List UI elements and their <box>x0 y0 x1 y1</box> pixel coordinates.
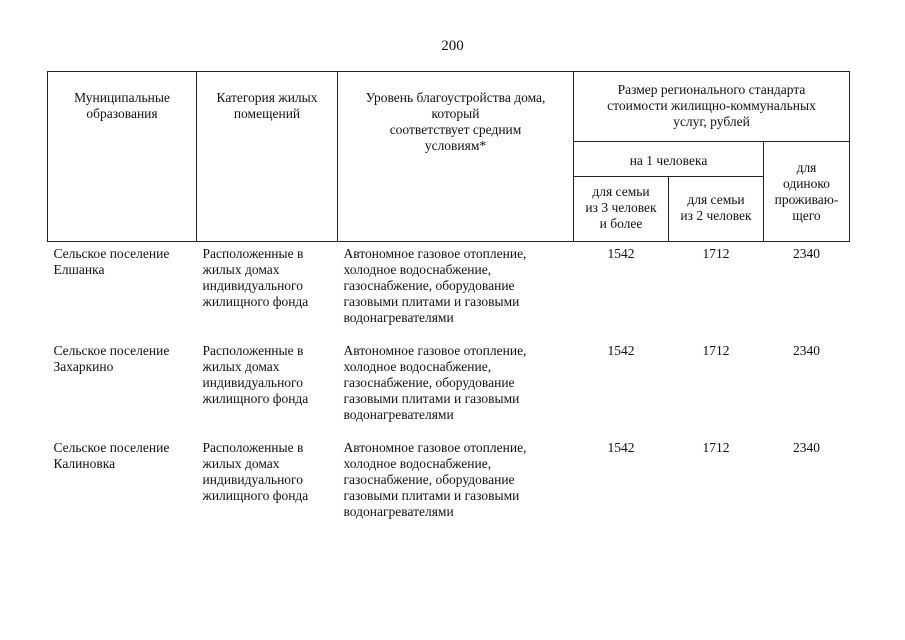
header-single-line: щего <box>792 207 821 223</box>
cell-line: холодное водоснабжение, <box>343 455 492 471</box>
header-municipality-line: Муниципальные <box>74 90 170 105</box>
header-standard-line: услуг, рублей <box>673 114 750 129</box>
cell-line: газовыми плитами и газовыми <box>343 390 520 406</box>
cell-family-2: 1712 <box>702 439 730 455</box>
page-number: 200 <box>441 38 464 54</box>
header-single-line: проживаю- <box>774 191 839 207</box>
header-family-2 <box>669 177 764 242</box>
housing-standard-table <box>47 71 850 533</box>
header-family-3 <box>574 177 669 242</box>
header-level-line: соответствует средним <box>389 122 522 137</box>
cell-line: Калиновка <box>53 455 116 471</box>
cell-family-3: 1542 <box>607 246 635 261</box>
header-level-line: который <box>431 106 480 121</box>
cell-line: индивидуального <box>202 278 304 293</box>
cell-municipality <box>48 242 197 339</box>
cell-level <box>338 436 574 533</box>
header-family2-line: из 2 человек <box>680 208 752 223</box>
cell-line: индивидуального <box>202 471 304 487</box>
header-single-line: одиноко <box>782 175 831 191</box>
cell-line: Сельское поселение <box>53 246 170 261</box>
header-level-line: условиям* <box>424 138 487 153</box>
cell-line: жилых домах <box>202 358 280 374</box>
cell-line: жилищного фонда <box>202 487 309 503</box>
cell-line: холодное водоснабжение, <box>343 358 492 374</box>
header-category-line: помещений <box>233 106 301 121</box>
header-category <box>197 72 338 242</box>
header-municipality <box>48 72 197 242</box>
cell-line: жилых домах <box>202 262 280 277</box>
cell-line: Расположенные в <box>202 246 304 261</box>
cell-line: водонагревателями <box>343 310 454 325</box>
header-standard-line: стоимости жилищно-коммунальных <box>607 98 816 113</box>
header-standard-line: Размер регионального стандарта <box>617 82 806 97</box>
cell-line: Автономное газовое отопление, <box>343 246 527 261</box>
cell-family-2: 1712 <box>702 246 730 261</box>
cell-line: жилищного фонда <box>202 390 309 406</box>
cell-line: Автономное газовое отопление, <box>343 439 527 455</box>
cell-family-2: 1712 <box>702 342 730 358</box>
header-level-line: Уровень благоустройства дома, <box>365 90 546 105</box>
cell-line: водонагревателями <box>343 406 454 422</box>
cell-family-3: 1542 <box>607 342 635 358</box>
cell-municipality <box>48 339 197 436</box>
cell-line: жилищного фонда <box>202 294 309 309</box>
header-family3-line: для семьи <box>592 184 650 199</box>
header-level <box>338 72 574 242</box>
cell-line: Автономное газовое отопление, <box>343 342 527 358</box>
cell-line: газоснабжение, оборудование <box>343 374 515 390</box>
cell-line: газовыми плитами и газовыми <box>343 487 520 503</box>
header-per-person: на 1 человека <box>574 142 764 177</box>
header-family3-line: из 3 человек <box>585 200 657 215</box>
cell-line: Сельское поселение <box>53 439 170 455</box>
cell-level <box>338 339 574 436</box>
header-single-line: для <box>796 159 817 175</box>
cell-line: Сельское поселение <box>53 342 170 358</box>
header-single-resident <box>764 142 850 242</box>
cell-line: Захаркино <box>53 358 114 374</box>
cell-municipality <box>48 436 197 533</box>
table-row <box>48 242 850 339</box>
cell-single: 2340 <box>793 342 820 358</box>
table-row <box>48 339 850 436</box>
cell-line: индивидуального <box>202 374 304 390</box>
table-row <box>48 436 850 533</box>
cell-single: 2340 <box>793 246 820 261</box>
header-category-line: Категория жилых <box>216 90 318 105</box>
cell-category <box>197 242 338 339</box>
cell-line: холодное водоснабжение, <box>343 262 492 277</box>
cell-category <box>197 436 338 533</box>
cell-family-3: 1542 <box>607 439 635 455</box>
header-standard-group <box>574 72 850 142</box>
cell-line: Елшанка <box>53 262 105 277</box>
cell-line: Расположенные в <box>202 439 304 455</box>
cell-line: газоснабжение, оборудование <box>343 471 515 487</box>
cell-line: газовыми плитами и газовыми <box>343 294 520 309</box>
header-municipality-line: образования <box>86 106 158 121</box>
cell-line: водонагревателями <box>343 503 454 519</box>
header-family3-line: и более <box>599 216 643 231</box>
cell-level <box>338 242 574 339</box>
cell-line: Расположенные в <box>202 342 304 358</box>
cell-line: жилых домах <box>202 455 280 471</box>
cell-category <box>197 339 338 436</box>
header-family2-line: для семьи <box>687 192 745 207</box>
cell-line: газоснабжение, оборудование <box>343 278 515 293</box>
cell-single: 2340 <box>793 439 820 455</box>
